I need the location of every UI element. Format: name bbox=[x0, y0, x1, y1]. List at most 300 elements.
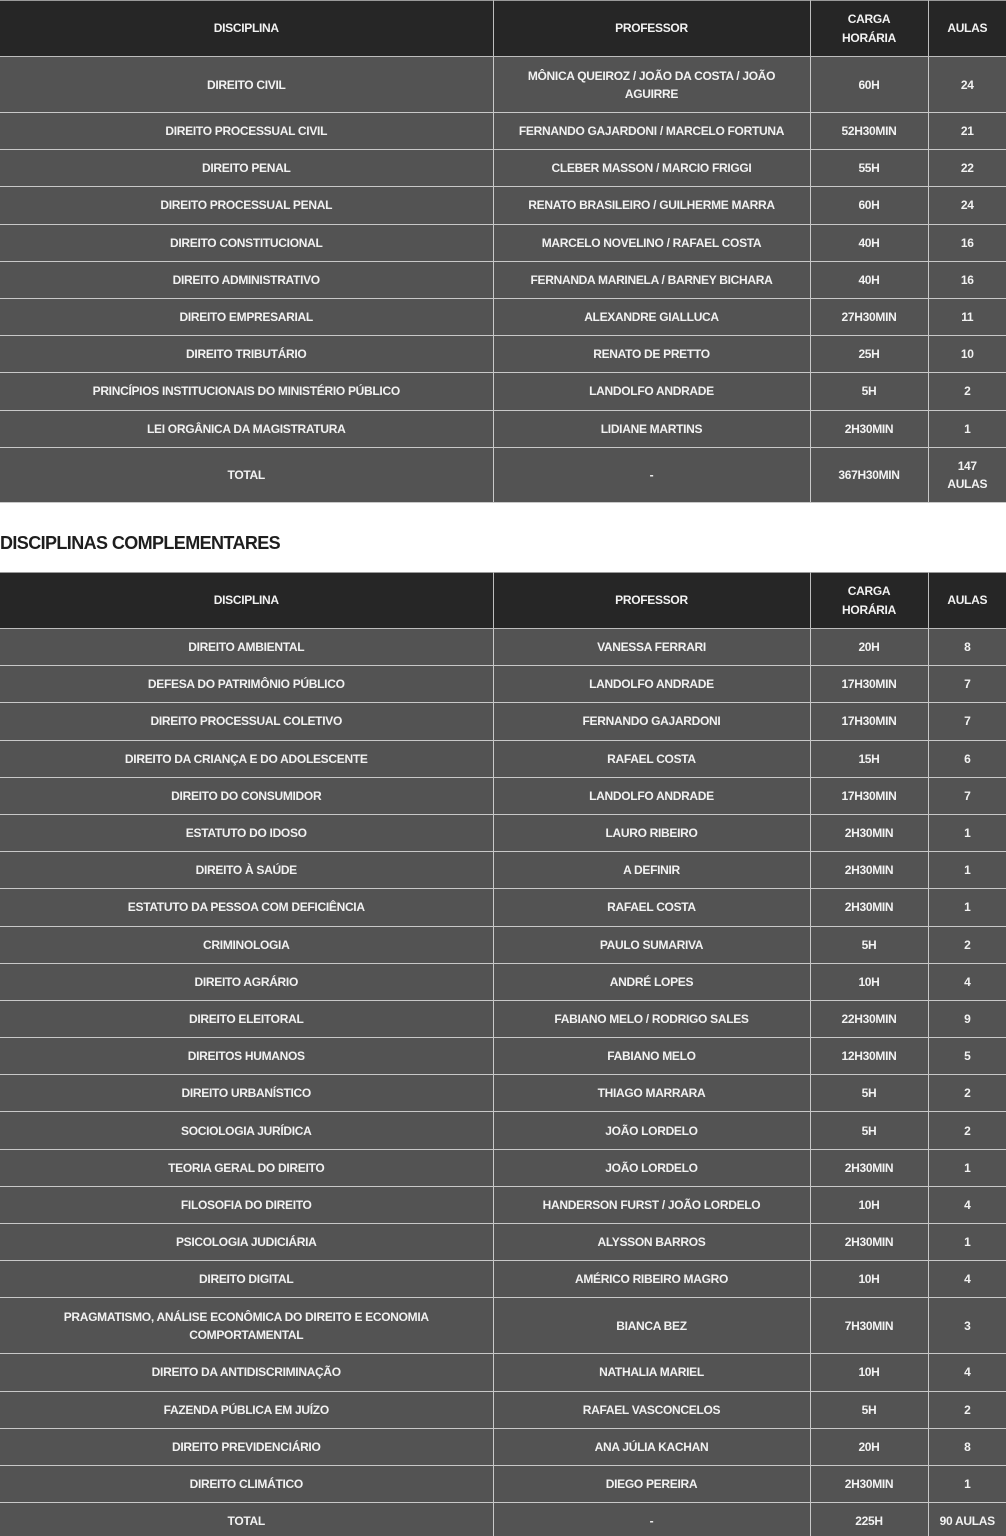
table-row bbox=[0, 703, 1006, 740]
professor-text: DIEGO PEREIRA bbox=[605, 1477, 698, 1492]
cell-carga bbox=[810, 1186, 928, 1223]
carga-text: 12H30MIN bbox=[841, 1049, 897, 1064]
total-professor-text: - bbox=[649, 1514, 654, 1529]
total-aulas-text: 90 AULAS bbox=[939, 1514, 995, 1529]
carga-text: 2H30MIN bbox=[844, 863, 894, 878]
cell-aulas bbox=[928, 1000, 1006, 1037]
professor-text: FABIANO MELO / RODRIGO SALES bbox=[554, 1011, 749, 1026]
cell-professor bbox=[493, 113, 810, 150]
cell-disciplina bbox=[0, 963, 493, 1000]
professor-text: JOÃO LORDELO bbox=[605, 1123, 698, 1138]
cell-carga bbox=[810, 1298, 928, 1354]
table-row bbox=[0, 852, 1006, 889]
cell-professor bbox=[493, 410, 810, 447]
cell-aulas bbox=[928, 889, 1006, 926]
table-row bbox=[0, 1465, 1006, 1502]
aulas-text: 7 bbox=[964, 677, 971, 692]
aulas-text: 24 bbox=[960, 198, 974, 213]
cell-disciplina bbox=[0, 1391, 493, 1428]
cell-carga bbox=[810, 852, 928, 889]
cell-carga bbox=[810, 150, 928, 187]
cell-carga bbox=[810, 1391, 928, 1428]
aulas-text: 7 bbox=[964, 788, 971, 803]
cell-carga bbox=[810, 1465, 928, 1502]
carga-text: 2H30MIN bbox=[844, 1235, 894, 1250]
cell-professor bbox=[493, 336, 810, 373]
col-header-carga-horaria bbox=[810, 1, 928, 57]
aulas-text: 7 bbox=[964, 714, 971, 729]
disciplina-text: DIREITO DO CONSUMIDOR bbox=[171, 788, 322, 803]
disciplina-text: DIREITO CLIMÁTICO bbox=[189, 1477, 303, 1492]
disciplina-text: DIREITO ELEITORAL bbox=[189, 1011, 304, 1026]
aulas-text: 1 bbox=[964, 900, 971, 915]
cell-professor bbox=[493, 373, 810, 410]
professor-text: FERNANDA MARINELA / BARNEY BICHARA bbox=[530, 272, 773, 287]
professor-text: ALYSSON BARROS bbox=[597, 1235, 706, 1250]
table-header-row bbox=[0, 1, 1006, 57]
disciplina-text: CRIMINOLOGIA bbox=[203, 937, 290, 952]
professor-text: VANESSA FERRARI bbox=[597, 640, 706, 655]
cell-professor bbox=[493, 1075, 810, 1112]
professor-text: FERNANDO GAJARDONI / MARCELO FORTUNA bbox=[518, 124, 785, 139]
disciplina-text: LEI ORGÂNICA DA MAGISTRATURA bbox=[147, 421, 346, 436]
professor-text: PAULO SUMARIVA bbox=[599, 937, 704, 952]
carga-text: 60H bbox=[858, 198, 880, 213]
cell-professor bbox=[493, 777, 810, 814]
table-row bbox=[0, 1038, 1006, 1075]
cell-disciplina bbox=[0, 150, 493, 187]
cell-carga bbox=[810, 336, 928, 373]
carga-text: 5H bbox=[861, 1402, 877, 1417]
professor-text: ALEXANDRE GIALLUCA bbox=[584, 310, 719, 325]
cell-professor bbox=[493, 1186, 810, 1223]
disciplina-text: DIREITO EMPRESARIAL bbox=[179, 310, 313, 325]
disciplina-text: DIREITO DA CRIANÇA E DO ADOLESCENTE bbox=[124, 751, 368, 766]
aulas-text: 2 bbox=[964, 1123, 971, 1138]
cell-aulas bbox=[928, 703, 1006, 740]
cell-aulas bbox=[928, 1075, 1006, 1112]
professor-text: RAFAEL COSTA bbox=[607, 751, 696, 766]
carga-text: 7H30MIN bbox=[844, 1318, 894, 1333]
professor-text: LIDIANE MARTINS bbox=[600, 421, 703, 436]
cell-carga bbox=[810, 1075, 928, 1112]
cell-disciplina bbox=[0, 703, 493, 740]
cell-professor bbox=[493, 1149, 810, 1186]
carga-text: 15H bbox=[858, 751, 880, 766]
aulas-text: 1 bbox=[964, 863, 971, 878]
aulas-text: 5 bbox=[964, 1049, 971, 1064]
total-disciplina bbox=[0, 1503, 493, 1536]
col-header-carga-text: CARGA HORÁRIA bbox=[842, 583, 896, 617]
disciplina-text: DIREITO PREVIDENCIÁRIO bbox=[171, 1439, 321, 1454]
cell-professor bbox=[493, 926, 810, 963]
disciplina-text: DIREITO PROCESSUAL COLETIVO bbox=[150, 714, 342, 729]
cell-aulas bbox=[928, 1224, 1006, 1261]
professor-text: A DEFINIR bbox=[623, 863, 680, 878]
cell-aulas bbox=[928, 1261, 1006, 1298]
cell-aulas bbox=[928, 1465, 1006, 1502]
cell-carga bbox=[810, 1261, 928, 1298]
disciplina-text: DIREITO DA ANTIDISCRIMINAÇÃO bbox=[151, 1365, 341, 1380]
aulas-text: 21 bbox=[960, 124, 974, 139]
cell-disciplina bbox=[0, 1112, 493, 1149]
cell-carga bbox=[810, 777, 928, 814]
cell-professor bbox=[493, 298, 810, 335]
disciplina-text: DIREITO URBANÍSTICO bbox=[181, 1086, 311, 1101]
cell-aulas bbox=[928, 666, 1006, 703]
aulas-text: 4 bbox=[964, 974, 971, 989]
professor-text: ANA JÚLIA KACHAN bbox=[594, 1439, 709, 1454]
disciplina-text: DIREITO AMBIENTAL bbox=[188, 640, 305, 655]
cell-carga bbox=[810, 703, 928, 740]
professor-text: ANDRÉ LOPES bbox=[609, 974, 694, 989]
carga-text: 17H30MIN bbox=[841, 714, 897, 729]
cell-disciplina bbox=[0, 373, 493, 410]
aulas-text: 10 bbox=[960, 347, 974, 362]
professor-text: HANDERSON FURST / JOÃO LORDELO bbox=[542, 1197, 761, 1212]
carga-text: 10H bbox=[858, 974, 880, 989]
cell-professor bbox=[493, 1465, 810, 1502]
aulas-text: 2 bbox=[964, 937, 971, 952]
cell-carga bbox=[810, 261, 928, 298]
complementary-disciplines-table bbox=[0, 572, 1006, 1536]
table-row bbox=[0, 187, 1006, 224]
table-row bbox=[0, 926, 1006, 963]
professor-text: RENATO DE PRETTO bbox=[593, 347, 710, 362]
table-row bbox=[0, 150, 1006, 187]
carga-text: 2H30MIN bbox=[844, 1160, 894, 1175]
table-row bbox=[0, 889, 1006, 926]
aulas-text: 1 bbox=[964, 421, 971, 436]
cell-aulas bbox=[928, 150, 1006, 187]
aulas-text: 4 bbox=[964, 1272, 971, 1287]
table-row bbox=[0, 336, 1006, 373]
table-row bbox=[0, 261, 1006, 298]
aulas-text: 4 bbox=[964, 1197, 971, 1212]
cell-aulas bbox=[928, 1298, 1006, 1354]
cell-disciplina bbox=[0, 1465, 493, 1502]
disciplina-text: ESTATUTO DO IDOSO bbox=[185, 826, 307, 841]
carga-text: 20H bbox=[858, 1439, 880, 1454]
professor-text: LANDOLFO ANDRADE bbox=[589, 677, 714, 692]
cell-aulas bbox=[928, 261, 1006, 298]
col-header-aulas: AULAS bbox=[928, 573, 1006, 629]
cell-aulas bbox=[928, 336, 1006, 373]
total-aulas bbox=[928, 1503, 1006, 1536]
total-carga bbox=[810, 1503, 928, 1536]
cell-professor bbox=[493, 852, 810, 889]
cell-aulas bbox=[928, 629, 1006, 666]
cell-carga bbox=[810, 666, 928, 703]
main-disciplines-table bbox=[0, 0, 1006, 503]
carga-text: 10H bbox=[858, 1272, 880, 1287]
cell-carga bbox=[810, 113, 928, 150]
cell-disciplina bbox=[0, 629, 493, 666]
carga-text: 17H30MIN bbox=[841, 677, 897, 692]
aulas-text: 24 bbox=[960, 77, 974, 92]
cell-carga bbox=[810, 57, 928, 113]
cell-carga bbox=[810, 963, 928, 1000]
table-row bbox=[0, 814, 1006, 851]
cell-carga bbox=[810, 1354, 928, 1391]
cell-aulas bbox=[928, 224, 1006, 261]
cell-aulas bbox=[928, 814, 1006, 851]
cell-professor bbox=[493, 224, 810, 261]
cell-carga bbox=[810, 1149, 928, 1186]
cell-professor bbox=[493, 1000, 810, 1037]
total-professor bbox=[493, 447, 810, 502]
cell-disciplina bbox=[0, 1224, 493, 1261]
cell-disciplina bbox=[0, 926, 493, 963]
table-row bbox=[0, 1298, 1006, 1354]
carga-text: 5H bbox=[861, 937, 877, 952]
total-carga bbox=[810, 447, 928, 502]
aulas-text: 1 bbox=[964, 826, 971, 841]
carga-text: 60H bbox=[858, 77, 880, 92]
aulas-text: 8 bbox=[964, 640, 971, 655]
cell-disciplina bbox=[0, 814, 493, 851]
disciplina-text: TEORIA GERAL DO DIREITO bbox=[168, 1160, 325, 1175]
cell-aulas bbox=[928, 777, 1006, 814]
aulas-text: 1 bbox=[964, 1160, 971, 1175]
cell-carga bbox=[810, 187, 928, 224]
cell-professor bbox=[493, 1428, 810, 1465]
cell-professor bbox=[493, 814, 810, 851]
cell-professor bbox=[493, 150, 810, 187]
total-row bbox=[0, 447, 1006, 502]
table-header-row bbox=[0, 573, 1006, 629]
table-row bbox=[0, 1112, 1006, 1149]
col-header-professor: PROFESSOR bbox=[493, 573, 810, 629]
cell-carga bbox=[810, 1000, 928, 1037]
professor-text: RENATO BRASILEIRO / GUILHERME MARRA bbox=[528, 198, 775, 213]
table-row bbox=[0, 963, 1006, 1000]
cell-aulas bbox=[928, 113, 1006, 150]
disciplina-text: DIREITO PENAL bbox=[201, 161, 291, 176]
cell-aulas bbox=[928, 187, 1006, 224]
disciplina-text: DIREITO TRIBUTÁRIO bbox=[186, 347, 307, 362]
carga-text: 2H30MIN bbox=[844, 1477, 894, 1492]
disciplina-text: DIREITO CIVIL bbox=[206, 77, 286, 92]
cell-aulas bbox=[928, 1149, 1006, 1186]
cell-professor bbox=[493, 1354, 810, 1391]
aulas-text: 2 bbox=[964, 1086, 971, 1101]
cell-professor bbox=[493, 1391, 810, 1428]
professor-text: AMÉRICO RIBEIRO MAGRO bbox=[574, 1272, 729, 1287]
cell-aulas bbox=[928, 740, 1006, 777]
disciplina-text: DIREITO PROCESSUAL CIVIL bbox=[165, 124, 328, 139]
disciplina-text: DIREITO À SAÚDE bbox=[195, 863, 297, 878]
table-row bbox=[0, 57, 1006, 113]
cell-carga bbox=[810, 1224, 928, 1261]
cell-carga bbox=[810, 373, 928, 410]
cell-aulas bbox=[928, 298, 1006, 335]
carga-text: 5H bbox=[861, 384, 877, 399]
aulas-text: 9 bbox=[964, 1011, 971, 1026]
cell-disciplina bbox=[0, 740, 493, 777]
cell-aulas bbox=[928, 926, 1006, 963]
main-table-body bbox=[0, 57, 1006, 503]
cell-disciplina bbox=[0, 1075, 493, 1112]
table-row bbox=[0, 777, 1006, 814]
disciplina-text: PSICOLOGIA JUDICIÁRIA bbox=[175, 1235, 317, 1250]
cell-aulas bbox=[928, 1038, 1006, 1075]
professor-text: THIAGO MARRARA bbox=[597, 1086, 706, 1101]
table-row bbox=[0, 1000, 1006, 1037]
table-row bbox=[0, 1186, 1006, 1223]
cell-professor bbox=[493, 187, 810, 224]
disciplina-text: FILOSOFIA DO DIREITO bbox=[180, 1197, 312, 1212]
cell-aulas bbox=[928, 1186, 1006, 1223]
cell-carga bbox=[810, 1428, 928, 1465]
col-header-carga-horaria bbox=[810, 573, 928, 629]
cell-disciplina bbox=[0, 777, 493, 814]
disciplina-text: PRAGMATISMO, ANÁLISE ECONÔMICA DO DIREITO E ECONOMIA COMPORTAMENTAL bbox=[63, 1309, 429, 1342]
professor-text: FABIANO MELO bbox=[607, 1049, 696, 1064]
professor-text: RAFAEL COSTA bbox=[607, 900, 696, 915]
cell-disciplina bbox=[0, 187, 493, 224]
disciplina-text: DIREITO ADMINISTRATIVO bbox=[172, 272, 320, 287]
cell-disciplina bbox=[0, 57, 493, 113]
carga-text: 2H30MIN bbox=[844, 900, 894, 915]
professor-text: LANDOLFO ANDRADE bbox=[589, 384, 714, 399]
table-row bbox=[0, 113, 1006, 150]
cell-disciplina bbox=[0, 261, 493, 298]
cell-professor bbox=[493, 1261, 810, 1298]
cell-disciplina bbox=[0, 889, 493, 926]
section-title-complementares: DISCIPLINAS COMPLEMENTARES bbox=[0, 533, 281, 553]
total-carga-text: 367H30MIN bbox=[838, 467, 900, 482]
cell-disciplina bbox=[0, 298, 493, 335]
carga-text: 55H bbox=[858, 161, 880, 176]
table-row bbox=[0, 629, 1006, 666]
cell-professor bbox=[493, 740, 810, 777]
cell-professor bbox=[493, 703, 810, 740]
cell-carga bbox=[810, 629, 928, 666]
table-row bbox=[0, 410, 1006, 447]
cell-carga bbox=[810, 926, 928, 963]
disciplina-text: DIREITO DIGITAL bbox=[199, 1272, 294, 1287]
col-header-professor: PROFESSOR bbox=[493, 1, 810, 57]
cell-disciplina bbox=[0, 1186, 493, 1223]
cell-disciplina bbox=[0, 666, 493, 703]
table-row bbox=[0, 1428, 1006, 1465]
cell-professor bbox=[493, 889, 810, 926]
professor-text: MÔNICA QUEIROZ / JOÃO DA COSTA / JOÃO AGUIRRE bbox=[527, 68, 776, 101]
total-disciplina-text: TOTAL bbox=[227, 467, 265, 482]
table-row bbox=[0, 224, 1006, 261]
table-row bbox=[0, 373, 1006, 410]
carga-text: 17H30MIN bbox=[841, 788, 897, 803]
cell-carga bbox=[810, 298, 928, 335]
aulas-text: 1 bbox=[964, 1235, 971, 1250]
aulas-text: 22 bbox=[960, 161, 974, 176]
cell-professor bbox=[493, 1224, 810, 1261]
cell-professor bbox=[493, 666, 810, 703]
cell-aulas bbox=[928, 410, 1006, 447]
table-row bbox=[0, 1075, 1006, 1112]
cell-professor bbox=[493, 629, 810, 666]
carga-text: 25H bbox=[858, 347, 880, 362]
cell-carga bbox=[810, 410, 928, 447]
total-disciplina-text: TOTAL bbox=[227, 1514, 265, 1529]
total-aulas bbox=[928, 447, 1006, 502]
professor-text: RAFAEL VASCONCELOS bbox=[582, 1402, 721, 1417]
disciplina-text: PRINCÍPIOS INSTITUCIONAIS DO MINISTÉRIO PÚBLICO bbox=[92, 384, 400, 399]
table-row bbox=[0, 1149, 1006, 1186]
cell-carga bbox=[810, 740, 928, 777]
cell-disciplina bbox=[0, 336, 493, 373]
professor-text: LAURO RIBEIRO bbox=[605, 826, 698, 841]
table-row bbox=[0, 1354, 1006, 1391]
cell-carga bbox=[810, 814, 928, 851]
aulas-text: 4 bbox=[964, 1365, 971, 1380]
carga-text: 20H bbox=[858, 640, 880, 655]
professor-text: CLEBER MASSON / MARCIO FRIGGI bbox=[551, 161, 752, 176]
carga-text: 22H30MIN bbox=[841, 1011, 897, 1026]
professor-text: LANDOLFO ANDRADE bbox=[589, 788, 714, 803]
aulas-text: 1 bbox=[964, 1477, 971, 1492]
professor-text: NATHALIA MARIEL bbox=[599, 1365, 704, 1380]
total-disciplina bbox=[0, 447, 493, 502]
cell-disciplina bbox=[0, 1298, 493, 1354]
cell-aulas bbox=[928, 1428, 1006, 1465]
carga-text: 27H30MIN bbox=[841, 310, 897, 325]
table-row bbox=[0, 1261, 1006, 1298]
carga-text: 10H bbox=[858, 1197, 880, 1212]
total-carga-text: 225H bbox=[855, 1514, 883, 1529]
disciplina-text: SOCIOLOGIA JURÍDICA bbox=[180, 1123, 312, 1138]
aulas-text: 2 bbox=[964, 384, 971, 399]
aulas-text: 16 bbox=[960, 272, 974, 287]
cell-disciplina bbox=[0, 852, 493, 889]
cell-carga bbox=[810, 224, 928, 261]
carga-text: 2H30MIN bbox=[844, 826, 894, 841]
cell-disciplina bbox=[0, 410, 493, 447]
cell-disciplina bbox=[0, 1000, 493, 1037]
professor-text: BIANCA BEZ bbox=[616, 1318, 687, 1333]
cell-carga bbox=[810, 889, 928, 926]
cell-carga bbox=[810, 1112, 928, 1149]
disciplina-text: DIREITOS HUMANOS bbox=[187, 1049, 305, 1064]
table-row bbox=[0, 666, 1006, 703]
carga-text: 5H bbox=[861, 1086, 877, 1101]
disciplina-text: DIREITO PROCESSUAL PENAL bbox=[160, 198, 333, 213]
carga-text: 10H bbox=[858, 1365, 880, 1380]
professor-text: JOÃO LORDELO bbox=[605, 1160, 698, 1175]
carga-text: 5H bbox=[861, 1123, 877, 1138]
professor-text: MARCELO NOVELINO / RAFAEL COSTA bbox=[541, 235, 762, 250]
aulas-text: 3 bbox=[964, 1318, 971, 1333]
carga-text: 40H bbox=[858, 272, 880, 287]
total-professor-text: - bbox=[649, 467, 654, 482]
total-professor bbox=[493, 1503, 810, 1536]
col-header-disciplina: DISCIPLINA bbox=[0, 573, 493, 629]
disciplina-text: DIREITO AGRÁRIO bbox=[194, 974, 298, 989]
carga-text: 2H30MIN bbox=[844, 421, 894, 436]
table-row bbox=[0, 740, 1006, 777]
complementary-table-body bbox=[0, 629, 1006, 1536]
cell-disciplina bbox=[0, 224, 493, 261]
aulas-text: 11 bbox=[961, 310, 974, 325]
professor-text: FERNANDO GAJARDONI bbox=[582, 714, 721, 729]
table-row bbox=[0, 1391, 1006, 1428]
aulas-text: 16 bbox=[960, 235, 974, 250]
cell-professor bbox=[493, 1112, 810, 1149]
cell-disciplina bbox=[0, 1428, 493, 1465]
cell-disciplina bbox=[0, 1038, 493, 1075]
cell-aulas bbox=[928, 1391, 1006, 1428]
